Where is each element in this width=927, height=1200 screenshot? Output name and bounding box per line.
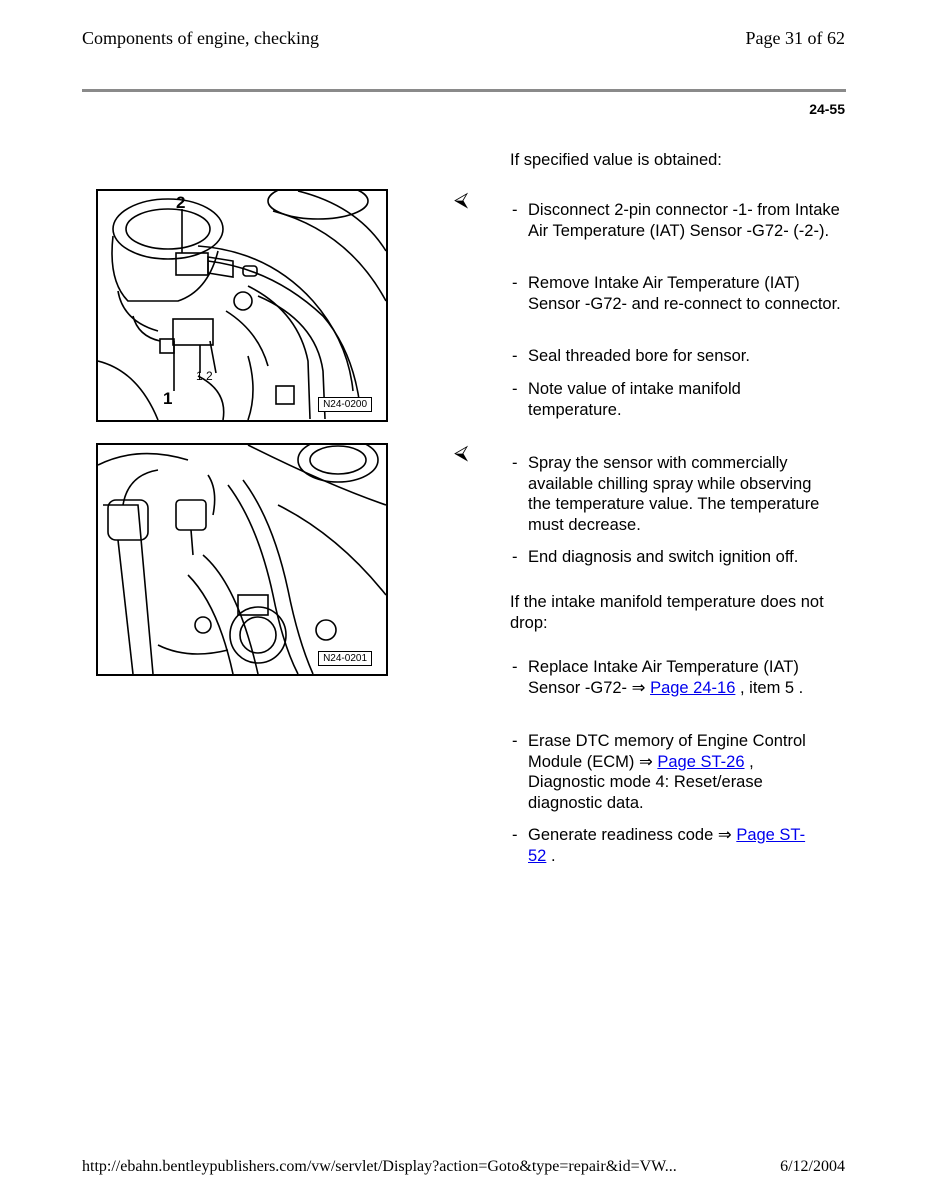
- figure-label: N24-0201: [318, 651, 372, 666]
- figure-iat-connector: [96, 189, 388, 422]
- page-header-title: Components of engine, checking: [82, 28, 319, 48]
- arrow-icon: ⇒: [638, 752, 653, 771]
- list-item: - Note value of intake manifold temperature.: [512, 380, 741, 419]
- no-drop-text: If the intake manifold temperature does not drop:: [510, 593, 824, 632]
- footer-date: 6/12/2004: [780, 1158, 845, 1175]
- list-item: - Disconnect 2-pin connector -1- from Intake Air Temperature (IAT) Sensor -G72- (-2-).: [512, 201, 840, 240]
- callout-1: 1: [163, 389, 173, 408]
- arrow-icon: ⇒: [631, 678, 646, 697]
- list-item: - Seal threaded bore for sensor.: [512, 347, 750, 365]
- link-page-st-52[interactable]: Page ST-52: [528, 826, 806, 865]
- intro-text: If specified value is obtained:: [510, 151, 722, 169]
- arrow-icon: ⇒: [717, 826, 732, 844]
- engine-illustration-2: [98, 445, 386, 674]
- step-marker-icon: ⮘: [454, 442, 469, 464]
- page-number: Page 31 of 62: [745, 28, 845, 48]
- link-page-24-16[interactable]: Page 24-16: [650, 678, 736, 697]
- callout-pins: 1 2: [196, 369, 213, 383]
- list-item: - End diagnosis and switch ignition off.: [512, 548, 799, 566]
- section-number: 24-55: [809, 101, 845, 117]
- list-item: - Replace Intake Air Temperature (IAT) Sensor -G72- ⇒ Page 24-16 , item 5 .: [512, 658, 804, 697]
- list-item: - Erase DTC memory of Engine Control Module (ECM) ⇒ Page ST-26 , Diagnostic mode 4: Reset/erase diagnostic data.: [512, 732, 806, 812]
- list-item: - Generate readiness code ⇒ Page ST-52 .: [512, 826, 806, 865]
- figure-label: N24-0200: [318, 397, 372, 412]
- header-divider: [82, 89, 846, 92]
- list-item: - Spray the sensor with commercially available chilling spray while observing the temperature value. The temperature must decrease.: [512, 454, 820, 534]
- link-page-st-26[interactable]: Page ST-26: [657, 752, 745, 771]
- engine-illustration-1: [98, 191, 386, 420]
- list-item: - Remove Intake Air Temperature (IAT) Sensor -G72- and re-connect to connector.: [512, 274, 841, 313]
- callout-2: 2: [176, 193, 186, 212]
- figure-chilling-spray: [96, 443, 388, 676]
- footer-url: http://ebahn.bentleypublishers.com/vw/servlet/Display?action=Goto&type=repair&id=VW...: [82, 1158, 677, 1175]
- step-marker-icon: ⮘: [454, 189, 469, 211]
